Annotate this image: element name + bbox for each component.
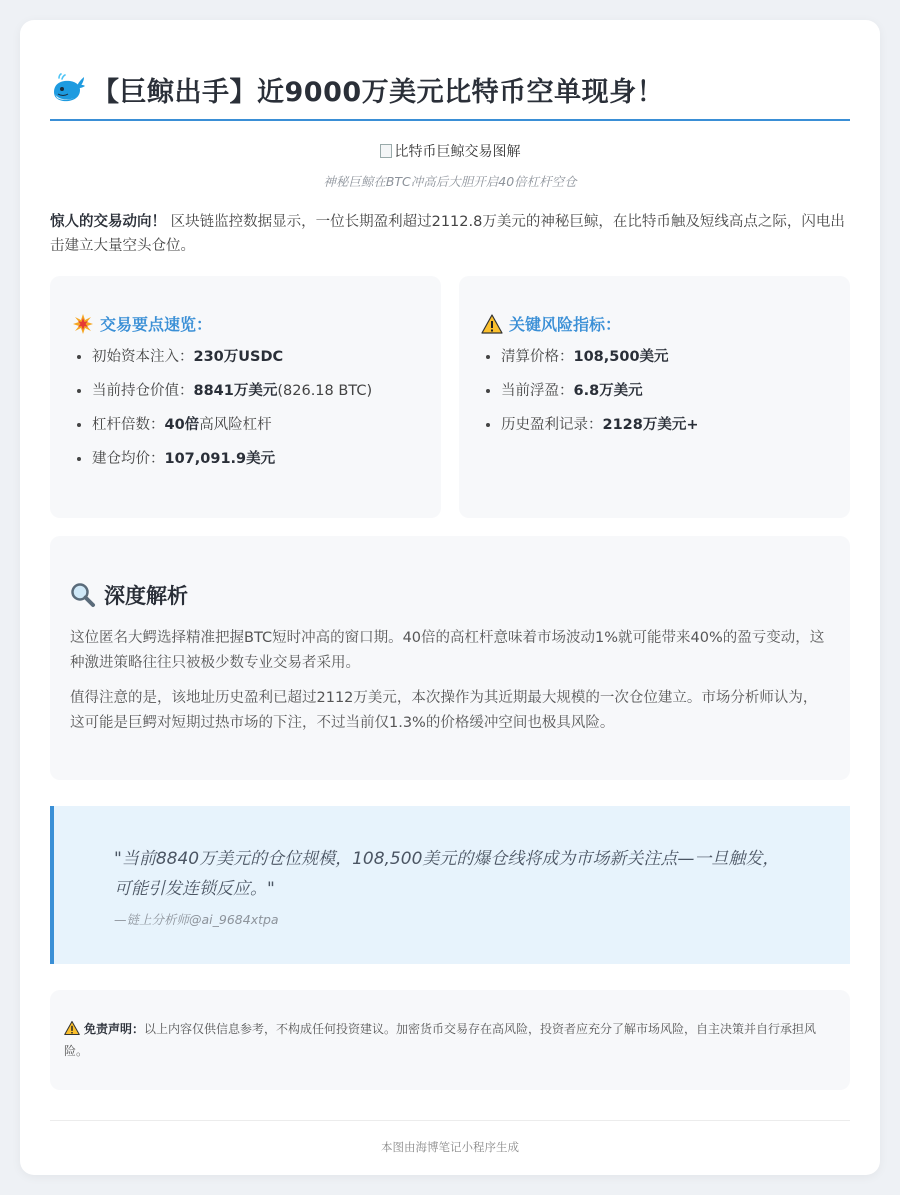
intro-lead: 惊人的交易动向！ <box>50 214 166 230</box>
analysis-box <box>50 536 850 780</box>
quote-author: —链上分析师@ai_9684xtpa <box>114 912 279 927</box>
image-alt-text: 比特币巨鲸交易图解 <box>394 144 521 160</box>
item-label: 初始资本注入： <box>92 349 194 365</box>
item-label: 清算价格： <box>501 349 574 365</box>
item-label: 当前持仓价值： <box>92 383 194 399</box>
item-suffix: 高风险杠杆 <box>199 417 272 433</box>
analysis-title-text: 深度解析 <box>104 584 188 608</box>
quote-text: "当前8840万美元的仓位规模，108,500美元的爆仓线将成为市场新关注点—一旦触发，可能引发连锁反应。" <box>114 849 780 899</box>
magnifier-icon <box>70 582 96 608</box>
collision-icon <box>72 313 94 335</box>
risk-box <box>459 276 850 518</box>
item-value: 230万USDC <box>193 349 284 365</box>
item-value: 107,091.9美元 <box>164 451 276 467</box>
disclaimer-label: 免责声明： <box>84 1022 145 1036</box>
list-item <box>92 449 419 469</box>
item-value: 40倍 <box>164 417 200 433</box>
item-label: 杠杆倍数： <box>92 417 165 433</box>
key-points-list <box>72 347 419 469</box>
item-label: 历史盈利记录： <box>501 417 603 433</box>
whale-icon <box>50 72 86 108</box>
title-row <box>50 70 850 121</box>
item-label: 当前浮盈： <box>501 383 574 399</box>
list-item <box>92 415 419 435</box>
warning-icon <box>481 313 503 335</box>
intro-paragraph <box>50 210 850 258</box>
analysis-paragraph-2: 值得注意的是，该地址历史盈利已超过2112万美元，本次操作为其近期最大规模的一次仓位建立。市场分析师认为，这可能是巨鳄对短期过热市场的下注，不过当前仅1.3%的价格缓冲空间也极具风险。 <box>70 690 818 731</box>
image-caption: 神秘巨鲸在BTC冲高后大胆开启40倍杠杆空仓 <box>323 174 577 189</box>
item-label: 建仓均价： <box>92 451 165 467</box>
item-value: 108,500美元 <box>573 349 669 365</box>
item-value: 6.8万美元 <box>573 383 643 399</box>
figure <box>50 141 850 190</box>
page-title: 【巨鲸出手】近9000万美元比特币空单现身！ <box>92 77 665 108</box>
risk-list <box>481 347 828 435</box>
key-points-title-text: 交易要点速览： <box>100 315 213 334</box>
broken-image-icon <box>380 144 392 158</box>
item-suffix: (826.18 BTC) <box>277 383 373 399</box>
list-item <box>92 347 419 367</box>
item-value: 8841万美元 <box>193 383 278 399</box>
warning-icon <box>64 1020 80 1036</box>
analysis-title <box>70 580 830 610</box>
disclaimer-text: 以上内容仅供信息参考，不构成任何投资建议。加密货币交易存在高风险，投资者应充分了解市场风险，自主决策并自行承担风险。 <box>64 1022 817 1058</box>
list-item <box>501 381 828 401</box>
disclaimer-box <box>50 990 850 1090</box>
list-item <box>501 347 828 367</box>
risk-title-text: 关键风险指标： <box>509 315 622 334</box>
list-item <box>501 415 828 435</box>
article-card <box>20 20 880 1175</box>
broken-image <box>380 141 521 161</box>
item-value: 2128万美元+ <box>602 417 699 433</box>
summary-columns <box>50 276 850 518</box>
disclaimer-text-block <box>64 1018 836 1062</box>
intro-text: 区块链监控数据显示，一位长期盈利超过2112.8万美元的神秘巨鲸，在比特币触及短线高点之际，闪电出击建立大量空头仓位。 <box>50 214 845 254</box>
footer: 本图由海博笔记小程序生成 <box>50 1120 850 1155</box>
analyst-quote <box>50 806 850 964</box>
key-points-box <box>50 276 441 518</box>
key-points-title <box>72 312 419 335</box>
list-item <box>92 381 419 401</box>
analysis-paragraph-1: 这位匿名大鳄选择精准把握BTC短时冲高的窗口期。40倍的高杠杆意味着市场波动1%就可能带来40%的盈亏变动，这种激进策略往往只被极少数专业交易者采用。 <box>70 630 825 671</box>
risk-title <box>481 312 828 335</box>
